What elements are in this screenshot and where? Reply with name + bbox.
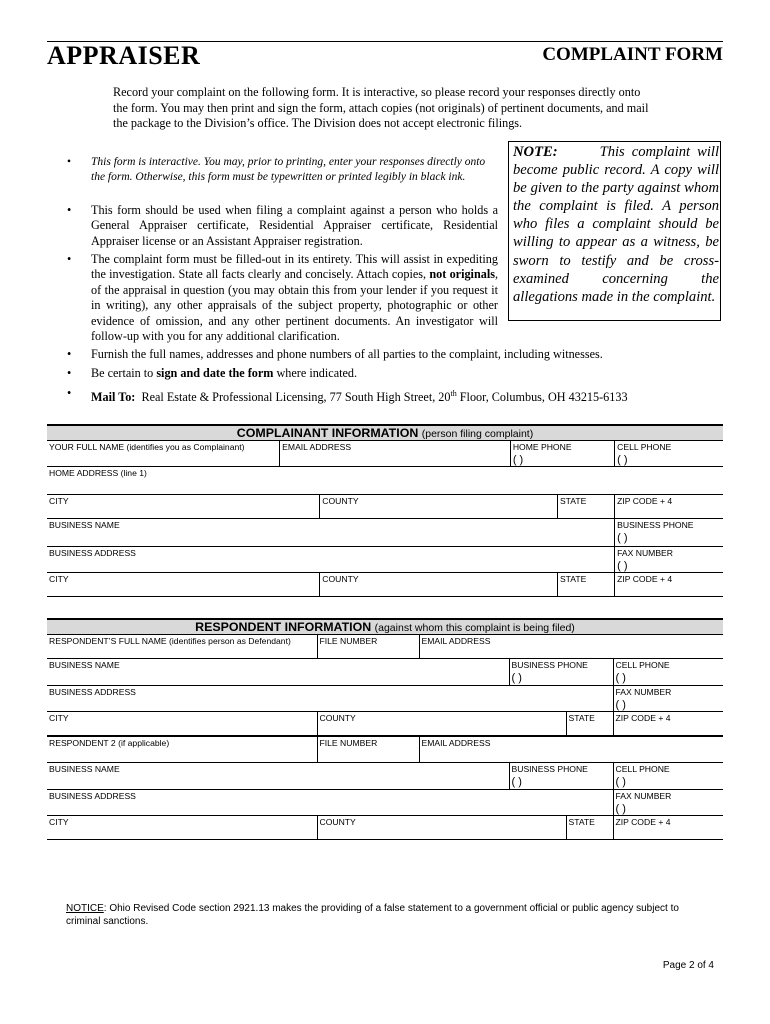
complainant-fax-field[interactable]: FAX NUMBER ( ) xyxy=(615,547,723,573)
bullet-icon: • xyxy=(67,386,72,400)
bullet-icon: • xyxy=(67,252,72,266)
page-number: Page 2 of 4 xyxy=(662,960,714,971)
bullet-icon: • xyxy=(67,156,72,168)
bullet-icon: • xyxy=(67,347,72,361)
respondent2-county-field[interactable]: COUNTY xyxy=(317,816,566,840)
respondent-fax-field[interactable]: FAX NUMBER ( ) xyxy=(613,686,723,712)
respondent-zip-field[interactable]: ZIP CODE + 4 xyxy=(613,712,723,736)
complainant-business-phone-field[interactable]: BUSINESS PHONE ( ) xyxy=(615,519,723,547)
complainant-cell-phone-field[interactable]: CELL PHONE ( ) xyxy=(615,441,723,467)
respondent2-city-field[interactable]: CITY xyxy=(47,816,317,840)
legal-notice xyxy=(66,903,706,928)
respondent-cell-phone-field[interactable]: CELL PHONE ( ) xyxy=(613,659,723,686)
bullet-icon: • xyxy=(67,366,72,380)
list-item: • Mail To: Real Estate & Professional Licensing, 77 South High Street, 20th Floor, Columbus, OH 43215-6133 xyxy=(67,386,628,405)
complainant-table xyxy=(47,440,723,597)
respondent2-state-field[interactable]: STATE xyxy=(566,816,613,840)
respondent-table xyxy=(47,634,723,840)
respondent-email-field[interactable]: EMAIL ADDRESS xyxy=(419,635,723,659)
respondent-file-number-field[interactable]: FILE NUMBER xyxy=(317,635,419,659)
intro-paragraph: Record your complaint on the following form. It is interactive, so please record your responses directly onto the form. You may then print and sign the form, attach copies (not originals) of pertinent documents, and mail the package to the Division’s office. The Division does not accept electronic filings. xyxy=(113,85,649,130)
respondent-business-name-field[interactable]: BUSINESS NAME xyxy=(47,659,509,686)
complainant-business-name-field[interactable]: BUSINESS NAME xyxy=(47,519,615,547)
list-item: • This form is interactive. You may, prior to printing, enter your responses directly onto the form. Otherwise, this form must be typewritten or printed legibly in black ink. xyxy=(67,156,486,184)
complainant-home-address-field[interactable]: HOME ADDRESS (line 1) xyxy=(47,467,723,495)
note-box xyxy=(508,141,721,321)
list-item: • The complaint form must be filled-out in its entirety. This will assist in expediting the investigation. State all facts clearly and concisely. Attach copies, not originals, of the appraisal in question (you may obtain this from your lender if you request it in writing), any other appraisals of the subject property, photographic or other evidence of omission, and any other pertinent documents. An investigator will follow-up with you for any additional clarification. xyxy=(67,252,498,344)
bullet-icon: • xyxy=(67,203,72,217)
list-item: • Be certain to sign and date the form where indicated. xyxy=(67,366,358,380)
respondent2-business-name-field[interactable]: BUSINESS NAME xyxy=(47,763,509,790)
respondent-city-field[interactable]: CITY xyxy=(47,712,317,736)
respondent2-business-address-field[interactable]: BUSINESS ADDRESS xyxy=(47,790,613,816)
respondent2-business-phone-field[interactable]: BUSINESS PHONE ( ) xyxy=(509,763,613,790)
list-item: • This form should be used when filing a complaint against a person who holds a General Appraiser certificate, Residential Appraiser certificate, Residential Appraiser license or an Assistant Appraiser registration. xyxy=(67,203,498,248)
respondent-section-title: RESPONDENT INFORMATION (against whom this complaint is being filed) xyxy=(47,618,723,634)
complainant-email-field[interactable]: EMAIL ADDRESS xyxy=(280,441,511,467)
note-text: This complaint will become public record. A copy will be given to the party against whom the complaint is filed. A person who files a complaint should be willing to appear as a witness, be sworn to testify and be cross-examined concerning the allegations made in the complaint. xyxy=(513,144,720,305)
respondent2-fax-field[interactable]: FAX NUMBER ( ) xyxy=(613,790,723,816)
respondent-business-phone-field[interactable]: BUSINESS PHONE ( ) xyxy=(509,659,613,686)
respondent-county-field[interactable]: COUNTY xyxy=(317,712,566,736)
respondent2-zip-field[interactable]: ZIP CODE + 4 xyxy=(613,816,723,840)
notice-text: : Ohio Revised Code section 2921.13 makes the providing of a false statement to a government official or public agency subject to criminal sanctions. xyxy=(66,903,679,927)
complainant-business-state-field[interactable]: STATE xyxy=(557,573,614,597)
mail-to-label: Mail To: xyxy=(91,390,136,405)
respondent2-file-number-field[interactable]: FILE NUMBER xyxy=(317,736,419,763)
list-item: • Furnish the full names, addresses and phone numbers of all parties to the complaint, including witnesses. xyxy=(67,347,603,361)
respondent-state-field[interactable]: STATE xyxy=(566,712,613,736)
complainant-business-county-field[interactable]: COUNTY xyxy=(320,573,558,597)
note-label: NOTE: xyxy=(513,144,558,160)
respondent-business-address-field[interactable]: BUSINESS ADDRESS xyxy=(47,686,613,712)
complainant-home-phone-field[interactable]: HOME PHONE ( ) xyxy=(510,441,614,467)
complainant-business-address-field[interactable]: BUSINESS ADDRESS xyxy=(47,547,615,573)
complainant-business-zip-field[interactable]: ZIP CODE + 4 xyxy=(615,573,723,597)
respondent2-email-field[interactable]: EMAIL ADDRESS xyxy=(419,736,723,763)
complainant-zip-field[interactable]: ZIP CODE + 4 xyxy=(615,495,723,519)
form-type-title: COMPLAINT FORM xyxy=(542,44,723,65)
page-title: APPRAISER xyxy=(47,41,201,70)
complainant-county-field[interactable]: COUNTY xyxy=(320,495,558,519)
complainant-business-city-field[interactable]: CITY xyxy=(47,573,320,597)
respondent2-name-field[interactable]: RESPONDENT 2 (if applicable) xyxy=(47,736,317,763)
complainant-state-field[interactable]: STATE xyxy=(557,495,614,519)
respondent2-cell-phone-field[interactable]: CELL PHONE ( ) xyxy=(613,763,723,790)
complainant-city-field[interactable]: CITY xyxy=(47,495,320,519)
notice-label: NOTICE xyxy=(66,903,104,914)
complainant-section-title: COMPLAINANT INFORMATION (person filing complaint) xyxy=(47,424,723,440)
respondent-full-name-field[interactable]: RESPONDENT’S FULL NAME (identifies person as Defendant) xyxy=(47,635,317,659)
complainant-full-name-field[interactable]: YOUR FULL NAME (identifies you as Complainant) xyxy=(47,441,280,467)
